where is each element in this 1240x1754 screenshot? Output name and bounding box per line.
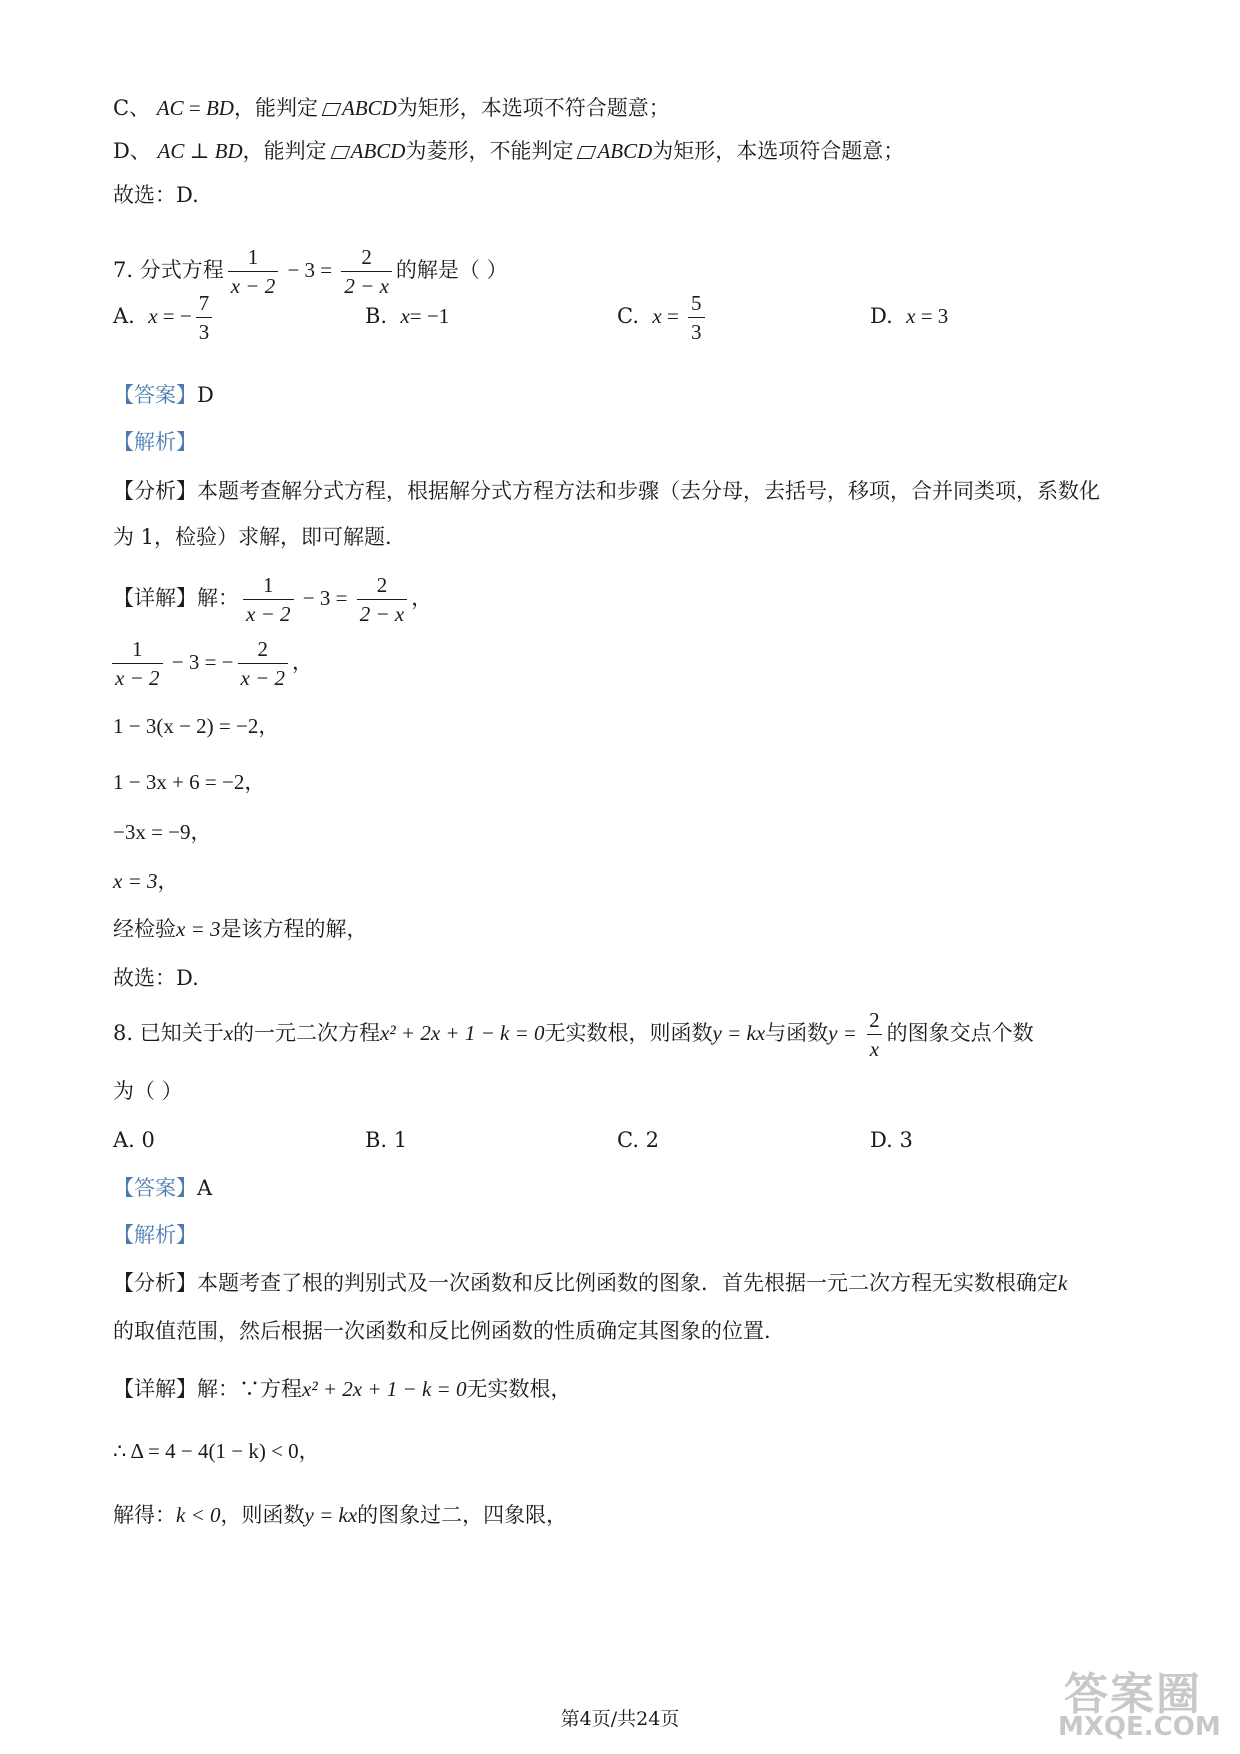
math: AC (157, 139, 185, 163)
denominator: x (867, 1034, 882, 1063)
fraction (341, 243, 392, 300)
math: − 3 = − (166, 650, 234, 674)
q8-delta (113, 1436, 320, 1466)
math: = 3 (915, 304, 949, 328)
math: x (400, 304, 410, 328)
math: x² + 2x + 1 − k = 0 (380, 1021, 545, 1045)
text: ， (258, 714, 280, 738)
q8-option-b: B. 1 (365, 1128, 408, 1152)
parallelogram-icon (330, 146, 350, 159)
answer-value: A (197, 1176, 213, 1200)
q7-answer (113, 380, 214, 410)
math: x² + 2x + 1 − k = 0 (302, 1377, 467, 1401)
math: BD (214, 139, 243, 163)
detail-tag: 【详解】 (113, 586, 197, 610)
text: 解： (197, 586, 239, 610)
analysis-tag: 【解析】 (113, 430, 197, 454)
numerator: 2 (257, 637, 269, 661)
math: = (183, 96, 206, 120)
q7-detail-step2 (108, 632, 313, 692)
fraction (228, 243, 279, 300)
choose-line: 故选：D. (113, 183, 199, 207)
numerator: 2 (361, 245, 372, 269)
text: 为矩形，本选项符合题意； (652, 139, 905, 163)
text: 为矩形，本选项不符合题意； (396, 96, 670, 120)
text: ，则函数 (220, 1503, 305, 1527)
math: − 3 = (282, 258, 338, 282)
text: ， (190, 820, 212, 844)
q8-detail-line1 (113, 1374, 571, 1404)
question-8-line2: 为（ ） (113, 1079, 183, 1103)
option-label: B. (365, 304, 388, 328)
math: ∴ Δ = 4 − 4(1 − k) < 0 (113, 1439, 299, 1463)
q7-detail-step1 (113, 568, 432, 628)
math: k (1058, 1271, 1068, 1295)
q7-option-a (113, 286, 216, 346)
q8-analysis-tag (113, 1220, 197, 1250)
numerator: 2 (376, 573, 388, 597)
q7-detail-step6 (113, 866, 179, 896)
question-text: 8. 已知关于 (113, 1021, 224, 1045)
question-text: 与函数 (765, 1021, 829, 1045)
fraction (688, 289, 705, 346)
math: −3x = −9 (113, 820, 191, 844)
q8-option-d: D. 3 (870, 1128, 913, 1152)
math: k < 0 (176, 1503, 221, 1527)
q7-option-d (870, 301, 948, 331)
question-text: 的图象交点个数 (886, 1021, 1034, 1045)
analysis-tag: 【解析】 (113, 1223, 197, 1247)
fenxi-tag: 【分析】 (113, 1271, 197, 1295)
text: 是该方程的解， (220, 917, 368, 941)
detail-tag: 【详解】 (113, 1377, 197, 1401)
denominator: 3 (688, 317, 705, 346)
q7-check (113, 914, 368, 944)
denominator: 2 − x (357, 599, 408, 628)
option-d-explanation (113, 136, 904, 166)
q7-detail-step3 (113, 711, 279, 741)
numerator: 1 (132, 637, 143, 661)
question-8 (113, 1003, 1034, 1063)
text: 经检验 (113, 917, 176, 941)
text: 本题考查了根的判别式及一次函数和反比例函数的图象．首先根据一元二次方程无实数根确定 (197, 1271, 1058, 1295)
page-number: 第4页/共24页 (560, 1708, 680, 1730)
math: BD (205, 96, 234, 120)
fraction (357, 571, 408, 628)
math: ABCD (350, 139, 406, 163)
fraction (243, 571, 294, 628)
text: ，能判定 (233, 96, 318, 120)
q7-option-b (365, 301, 449, 331)
text: ， (292, 650, 314, 674)
text: ， (244, 770, 266, 794)
math: = − (157, 304, 192, 328)
text: 本题考查解分式方程，根据解分式方程方法和步骤（去分母，去括号，移项，合并同类项，系数化 (197, 479, 1100, 503)
math: 1 − 3(x − 2) = −2 (113, 714, 259, 738)
math: − 3 = (297, 586, 353, 610)
numerator: 1 (263, 573, 274, 597)
math: x = 3 (113, 869, 158, 893)
math: x (223, 1021, 234, 1045)
label: D、 (113, 139, 151, 163)
math: y = (828, 1021, 863, 1045)
text: ，能判定 (242, 139, 327, 163)
q7-detail-step4 (113, 767, 265, 797)
text: ， (411, 586, 433, 610)
option-label: C. (617, 304, 639, 328)
option-label: A. (113, 304, 135, 328)
q7-option-c (617, 286, 709, 346)
text: 解得： (113, 1503, 176, 1527)
fraction (238, 635, 289, 692)
watermark-logo (1052, 1658, 1222, 1748)
denominator: x − 2 (243, 599, 294, 628)
q7-choose: 故选：D. (113, 966, 199, 990)
denominator: x − 2 (238, 663, 289, 692)
q7-fenxi-line2: 为 1，检验）求解，即可解题. (113, 525, 392, 549)
parallelogram-icon (322, 103, 342, 116)
q8-fenxi-line1 (113, 1268, 1067, 1298)
q8-fenxi-line2: 的取值范围，然后根据一次函数和反比例函数的性质确定其图象的位置. (113, 1319, 771, 1343)
question-text: 7. 分式方程 (113, 258, 224, 282)
numerator: 2 (869, 1008, 880, 1032)
watermark-text: 答案圈 (1064, 1669, 1202, 1720)
math: AC (156, 96, 184, 120)
text: ， (157, 869, 179, 893)
fraction (866, 1006, 883, 1063)
question-text: 的解是（ ） (395, 258, 508, 282)
q8-option-c: C. 2 (617, 1128, 660, 1152)
math: ⊥ (184, 139, 215, 163)
text: 解：∵方程 (197, 1377, 302, 1401)
question-text: 的一元二次方程 (233, 1021, 381, 1045)
denominator: x − 2 (112, 663, 163, 692)
denominator: x − 2 (228, 271, 279, 300)
math: x = 3 (176, 917, 221, 941)
numerator: 5 (691, 291, 702, 315)
answer-tag: 【答案】 (113, 1176, 197, 1200)
text: 的图象过二，四象限， (357, 1503, 568, 1527)
fraction (112, 635, 163, 692)
option-label: D. (870, 304, 893, 328)
math: x (906, 304, 916, 328)
text: ， (298, 1439, 320, 1463)
q8-answer (113, 1173, 212, 1203)
math: x (148, 304, 158, 328)
numerator: 1 (247, 245, 259, 269)
parallelogram-icon (577, 146, 597, 159)
numerator: 7 (198, 291, 210, 315)
watermark-url: MXQE.COM (1058, 1712, 1221, 1742)
math: y = kx (712, 1021, 766, 1045)
math: 1 − 3x + 6 = −2 (113, 770, 245, 794)
math: ABCD (341, 96, 397, 120)
q7-analysis-tag (113, 427, 197, 457)
q8-option-a: A. 0 (113, 1128, 155, 1152)
math: = (661, 304, 685, 328)
text: 为菱形，不能判定 (405, 139, 574, 163)
text: 无实数根， (466, 1377, 572, 1401)
question-text: 无实数根，则函数 (544, 1021, 713, 1045)
q7-detail-step5 (113, 817, 212, 847)
math: x (652, 304, 662, 328)
math: ABCD (597, 139, 653, 163)
option-c-explanation (113, 93, 670, 123)
q8-solve (113, 1500, 567, 1530)
denominator: 2 − x (341, 271, 392, 300)
fraction (196, 289, 213, 346)
answer-value: D (197, 383, 214, 407)
denominator: 3 (196, 317, 213, 346)
label: C、 (113, 96, 151, 120)
q7-fenxi-line1 (113, 476, 1100, 506)
fenxi-tag: 【分析】 (113, 479, 197, 503)
math: = −1 (409, 304, 450, 328)
math: y = kx (304, 1503, 358, 1527)
answer-tag: 【答案】 (113, 383, 197, 407)
